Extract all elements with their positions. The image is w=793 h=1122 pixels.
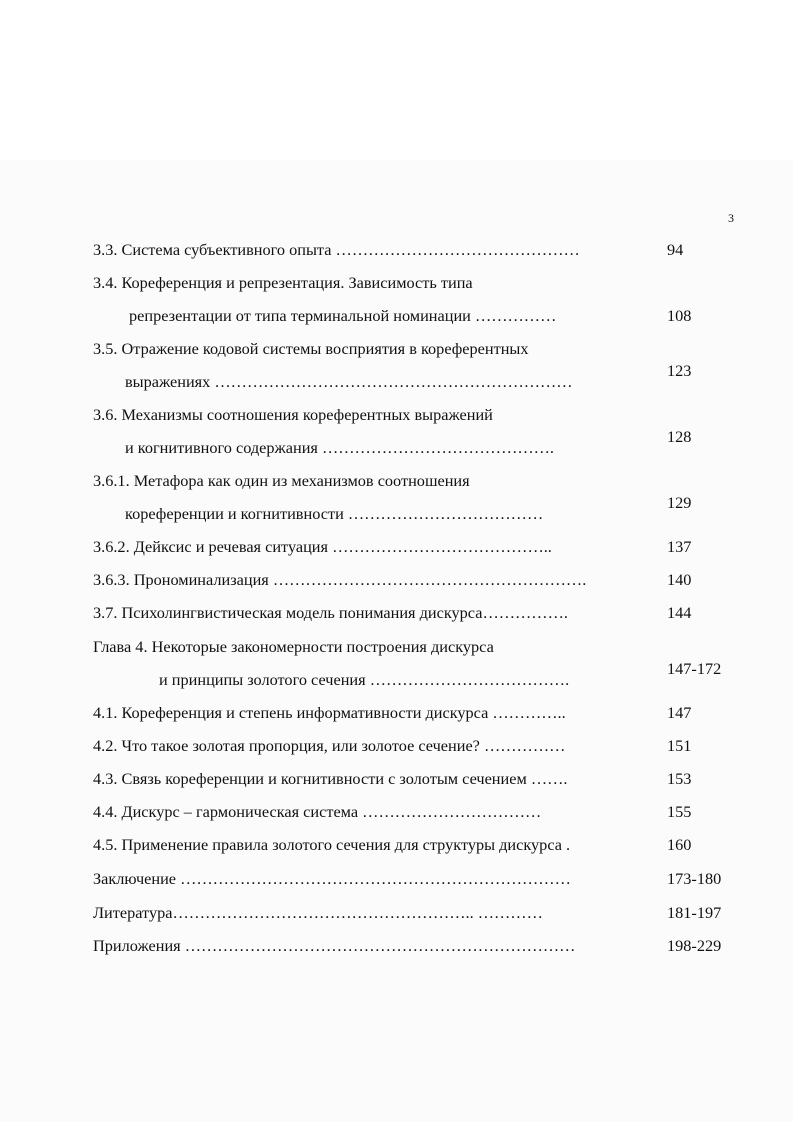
toc-entry-3-4-page: 108 [667, 306, 692, 325]
toc-entry-3-3-page: 94 [667, 240, 684, 259]
toc-entry-4-2-line-1: 4.2. Что такое золотая пропорция, или золотое сечение? …………… [93, 736, 566, 755]
toc-entry-3-4-line-1: 3.4. Кореференция и репрезентация. Зависимость типа [93, 273, 473, 292]
toc-entry-3-5-line-1: 3.5. Отражение кодовой системы восприятия в кореферентных [93, 339, 529, 358]
toc-entry-4-5-line-1: 4.5. Применение правила золотого сечения для структуры дискурса . [93, 835, 571, 854]
toc-entry-4-4-page: 155 [667, 802, 692, 821]
toc-entry-3-6-1-line-2: кореференции и когнитивности ……………………………… [125, 504, 544, 523]
toc-entry-3-3-line-1: 3.3. Система субъективного опыта ……………………………………… [93, 240, 580, 259]
toc-entry-4-2-page: 151 [667, 736, 692, 755]
toc-entry-appendices-page: 198-229 [667, 936, 722, 955]
toc-entry-4-3-line-1: 4.3. Связь кореференции и когнитивности с золотым сечением ……. [93, 769, 568, 788]
toc-entry-3-6-line-1: 3.6. Механизмы соотношения кореферентных выражений [93, 405, 493, 424]
toc-entry-chapter-4-line-1: Глава 4. Некоторые закономерности построения дискурса [93, 637, 494, 656]
toc-entry-literature-page: 181-197 [667, 903, 722, 922]
toc-entry-3-6-1-line-1: 3.6.1. Метафора как один из механизмов соотношения [93, 471, 470, 490]
toc-entry-3-7-page: 144 [667, 603, 692, 622]
toc-entry-4-5-page: 160 [667, 835, 692, 854]
toc-entry-4-3-page: 153 [667, 769, 692, 788]
toc-entry-4-4-line-1: 4.4. Дискурс – гармоническая система …………………………… [93, 802, 542, 821]
toc-entry-conclusion-line-1: Заключение ……………………………………………………………… [93, 869, 571, 888]
toc-entry-3-7-line-1: 3.7. Психолингвистическая модель понимания дискурса……………. [93, 603, 568, 622]
toc-entry-chapter-4-line-2: и принципы золотого сечения ………………………………. [159, 670, 570, 689]
toc-entry-literature-line-1: Литература……………………………………………….. ………… [93, 903, 543, 922]
toc-entry-3-6-2-page: 137 [667, 537, 692, 556]
toc-entry-conclusion-page: 173-180 [667, 869, 722, 888]
toc-entry-3-5-line-2: выражениях ………………………………………………………… [125, 372, 573, 391]
toc-entry-chapter-4-page: 147-172 [667, 659, 722, 678]
toc-entry-3-6-page: 128 [667, 427, 692, 446]
toc-entry-3-4-line-2: репрезентации от типа терминальной номинации …………… [129, 306, 557, 325]
toc-entry-4-1-page: 147 [667, 703, 692, 722]
toc-entry-3-6-line-2: и когнитивного содержания ……………………………………. [125, 438, 554, 457]
toc-entry-3-6-2-line-1: 3.6.2. Дейксис и речевая ситуация ………………………………….. [93, 537, 552, 556]
toc-entry-3-6-1-page: 129 [667, 493, 692, 512]
toc-entry-appendices-line-1: Приложения ……………………………………………………………… [93, 936, 576, 955]
toc-entry-3-6-3-line-1: 3.6.3. Прономинализация …………………………………………………. [93, 570, 587, 589]
toc-entry-4-1-line-1: 4.1. Кореференция и степень информативности дискурса ………….. [93, 703, 566, 722]
toc-entry-3-6-3-page: 140 [667, 570, 692, 589]
toc-entry-3-5-page: 123 [667, 361, 692, 380]
page-number: 3 [728, 211, 734, 225]
